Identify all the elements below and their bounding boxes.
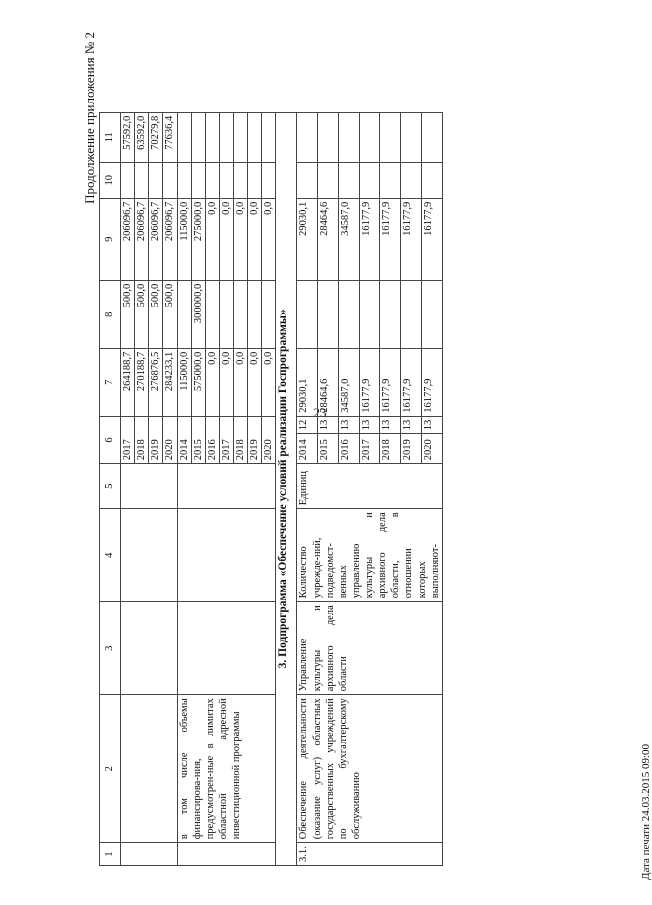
- table-row: [297, 112, 318, 865]
- indicator-value: 13: [338, 416, 359, 434]
- indicator-value: 13: [421, 416, 442, 434]
- value-cell: 34587,0: [338, 348, 359, 416]
- value-cell: 16177,9: [380, 198, 401, 280]
- continuation-title: Продолжение приложения № 2: [82, 32, 97, 204]
- col-number: 9: [100, 198, 121, 280]
- value-cell: [205, 280, 219, 348]
- col-number: 7: [100, 348, 121, 416]
- value-cell: 77636,4: [163, 112, 177, 162]
- value-cell: 0,0: [219, 348, 233, 416]
- unit: Единиц: [297, 464, 442, 509]
- year-cell: 2017: [359, 434, 380, 464]
- year-cell: 2014: [297, 434, 318, 464]
- measure-name: Обеспечение деятельности (оказание услуг) областных государственных учреждений по бухгалтерскому обслуживанию: [297, 695, 442, 843]
- value-cell: 0,0: [205, 198, 219, 280]
- value-cell: 63592,0: [135, 112, 149, 162]
- col-number: 2: [100, 695, 121, 843]
- year-cell: 2020: [163, 416, 177, 464]
- value-cell: 16177,9: [359, 198, 380, 280]
- col-number: 6: [100, 416, 121, 464]
- print-date: Дата печати 24.03.2015 09:00: [640, 743, 652, 880]
- year-cell: 2016: [338, 434, 359, 464]
- col-number: 4: [100, 509, 121, 602]
- executor: Управление культуры и архивного дела области: [297, 602, 442, 695]
- main-table: [99, 112, 443, 866]
- indicator-value: 12: [297, 416, 318, 434]
- col-number: 1: [100, 843, 121, 866]
- value-cell: 276876,5: [149, 348, 163, 416]
- table-row: [177, 112, 191, 865]
- year-cell: 2019: [401, 434, 422, 464]
- value-cell: 284233,1: [163, 348, 177, 416]
- value-cell: 29030,1: [297, 348, 318, 416]
- col-number: 8: [100, 280, 121, 348]
- value-cell: 500,0: [121, 280, 135, 348]
- value-cell: 0,0: [205, 348, 219, 416]
- value-cell: 500,0: [135, 280, 149, 348]
- value-cell: 275000,0: [191, 198, 205, 280]
- indicator-value: 13: [380, 416, 401, 434]
- value-cell: 16177,9: [421, 348, 442, 416]
- indicator-value: 13: [318, 416, 339, 434]
- value-cell: [248, 280, 262, 348]
- year-cell: 2018: [380, 434, 401, 464]
- value-cell: 0,0: [248, 198, 262, 280]
- value-cell: 16177,9: [421, 198, 442, 280]
- year-cell: 2017: [219, 416, 233, 464]
- value-cell: 115000,0: [177, 198, 191, 280]
- indicator-value: 13: [401, 416, 422, 434]
- year-cell: 2018: [135, 416, 149, 464]
- value-cell: 0,0: [234, 198, 248, 280]
- year-cell: 2016: [205, 416, 219, 464]
- indicator: Количество учрежде-ний, подведомст-венных управлению культуры и архивного дела области, в отношении которых выполняют-: [297, 509, 442, 602]
- value-cell: 28464,6: [318, 348, 339, 416]
- value-cell: 16177,9: [380, 348, 401, 416]
- year-cell: 2015: [191, 416, 205, 464]
- year-cell: 2014: [177, 416, 191, 464]
- value-cell: 206096,7: [163, 198, 177, 280]
- value-cell: 0,0: [234, 348, 248, 416]
- section-title: 3. Подпрограмма «Обеспечение условий реализации Госпрограммы»: [276, 112, 297, 865]
- value-cell: [234, 280, 248, 348]
- row-number: 3.1.: [297, 843, 442, 866]
- value-cell: 29030,1: [297, 198, 318, 280]
- year-cell: 2017: [121, 416, 135, 464]
- value-cell: 206096,7: [149, 198, 163, 280]
- value-cell: 34587,0: [338, 198, 359, 280]
- value-cell: 0,0: [262, 198, 276, 280]
- rotated-table-sheet: [82, 20, 652, 880]
- value-cell: 206096,7: [135, 198, 149, 280]
- value-cell: 0,0: [262, 348, 276, 416]
- value-cell: [219, 280, 233, 348]
- year-cell: 2015: [318, 434, 339, 464]
- value-cell: 0,0: [248, 348, 262, 416]
- column-number-row: [100, 112, 121, 865]
- value-cell: 500,0: [163, 280, 177, 348]
- value-cell: 70279,8: [149, 112, 163, 162]
- value-cell: 16177,9: [401, 348, 422, 416]
- year-cell: 2019: [149, 416, 163, 464]
- financing-description: в том числе объемы финансирова-ния, предусмотрен-ные в лимитах областной адресной инвестиционной программы: [177, 695, 276, 843]
- value-cell: 57592,0: [121, 112, 135, 162]
- year-cell: 2018: [234, 416, 248, 464]
- col-number: 3: [100, 602, 121, 695]
- table-row: [121, 112, 135, 865]
- col-number: 11: [100, 112, 121, 162]
- col-number: 10: [100, 162, 121, 198]
- value-cell: 300000,0: [191, 280, 205, 348]
- value-cell: 16177,9: [359, 348, 380, 416]
- indicator-value: 13: [359, 416, 380, 434]
- value-cell: 115000,0: [177, 348, 191, 416]
- value-cell: 16177,9: [401, 198, 422, 280]
- page-number: 23: [313, 405, 327, 420]
- value-cell: 206096,7: [121, 198, 135, 280]
- year-cell: 2020: [421, 434, 442, 464]
- value-cell: [262, 280, 276, 348]
- value-cell: 270188,7: [135, 348, 149, 416]
- value-cell: 0,0: [219, 198, 233, 280]
- value-cell: 264188,7: [121, 348, 135, 416]
- value-cell: [177, 280, 191, 348]
- value-cell: 575000,0: [191, 348, 205, 416]
- value-cell: 500,0: [149, 280, 163, 348]
- col-number: 5: [100, 464, 121, 509]
- section-row: [276, 112, 297, 865]
- year-cell: 2019: [248, 416, 262, 464]
- value-cell: 28464,6: [318, 198, 339, 280]
- year-cell: 2020: [262, 416, 276, 464]
